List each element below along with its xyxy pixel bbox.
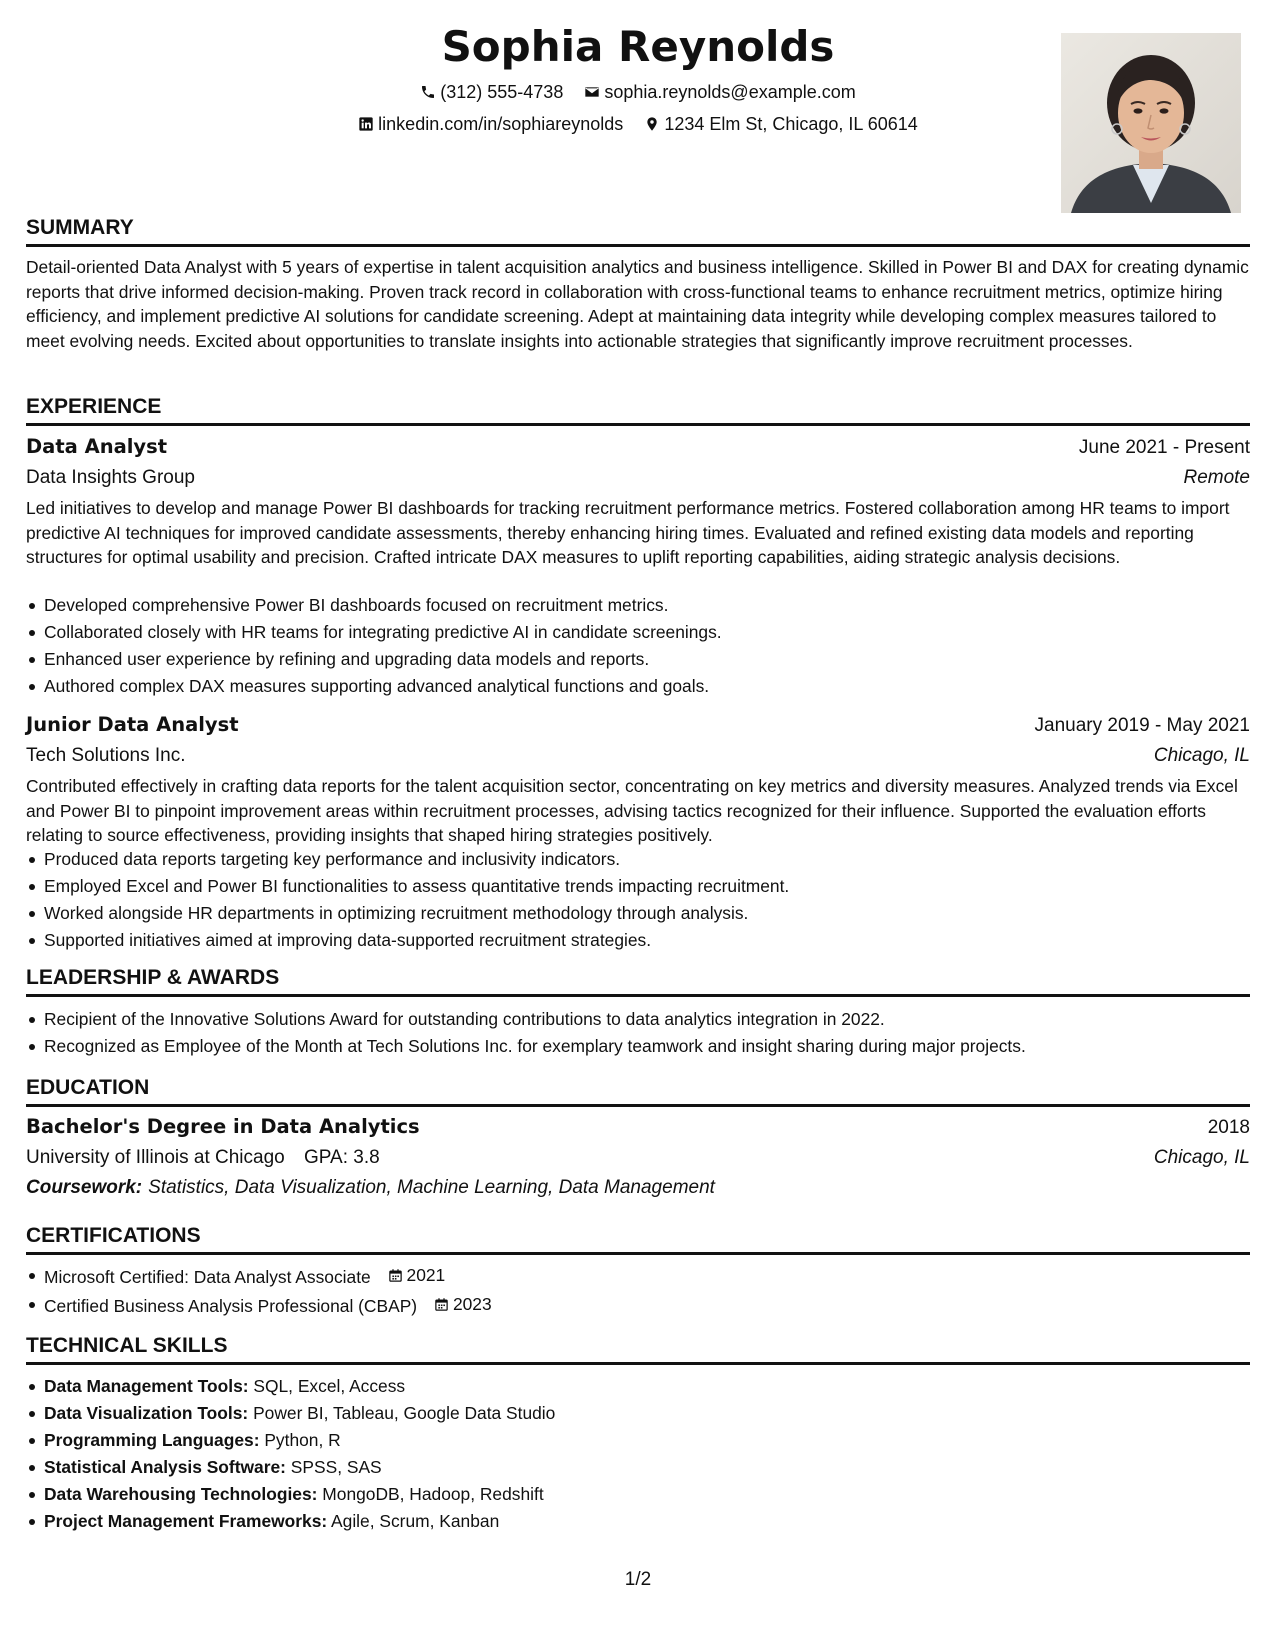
list-item: Enhanced user experience by refining and upgrading data models and reports. [26, 646, 1250, 673]
skill-label: Data Management Tools: [44, 1376, 249, 1396]
education-coursework [26, 1174, 1250, 1202]
job-1-location: Remote [1183, 467, 1250, 488]
job-2-role: Junior Data Analyst [26, 713, 239, 736]
contact-address [644, 111, 918, 137]
list-item [26, 1262, 1250, 1291]
address-text: 1234 Elm St, Chicago, IL 60614 [664, 114, 918, 134]
list-item: Authored complex DAX measures supporting advanced analytical functions and goals. [26, 673, 1250, 700]
list-item: Developed comprehensive Power BI dashboards focused on recruitment metrics. [26, 592, 1250, 619]
coursework-text: Statistics, Data Visualization, Machine Learning, Data Management [148, 1177, 715, 1198]
cert-year-text: 2023 [452, 1294, 492, 1314]
education-subheader [26, 1144, 1250, 1172]
skill-value: SQL, Excel, Access [253, 1376, 406, 1396]
education-year: 2018 [1207, 1117, 1250, 1138]
job-2-bullets [26, 846, 1250, 954]
education-school-line [26, 1144, 380, 1172]
job-1-dates: June 2021 - Present [1078, 437, 1250, 458]
awards-list [26, 1006, 1250, 1060]
coursework-label: Coursework: [26, 1177, 143, 1198]
skill-label: Statistical Analysis Software: [44, 1457, 286, 1477]
list-item: Recipient of the Innovative Solutions Award for outstanding contributions to data analytics integration in 2022. [26, 1006, 1250, 1033]
education-school: University of Illinois at Chicago [26, 1147, 285, 1168]
skill-value: Agile, Scrum, Kanban [331, 1511, 500, 1531]
calendar-icon [388, 1268, 403, 1283]
map-marker-icon [644, 116, 660, 132]
job-1-bullets [26, 592, 1250, 700]
cert-name: Microsoft Certified: Data Analyst Associate [44, 1267, 371, 1287]
section-title-education: EDUCATION [26, 1074, 1250, 1107]
skill-value: SPSS, SAS [290, 1457, 382, 1477]
list-item: Recognized as Employee of the Month at Tech Solutions Inc. for exemplary teamwork and insight sharing during major projects. [26, 1033, 1250, 1060]
envelope-icon [584, 84, 600, 100]
list-item [26, 1373, 1250, 1400]
list-item: Worked alongside HR departments in optimizing recruitment methodology through analysis. [26, 900, 1250, 927]
skill-value: Python, R [264, 1430, 341, 1450]
list-item: Produced data reports targeting key performance and inclusivity indicators. [26, 846, 1250, 873]
skill-label: Data Visualization Tools: [44, 1403, 249, 1423]
list-item: Employed Excel and Power BI functionalities to assess quantitative trends impacting recruitment. [26, 873, 1250, 900]
contact-linkedin[interactable] [358, 111, 623, 137]
list-item [26, 1454, 1250, 1481]
cert-name: Certified Business Analysis Professional (CBAP) [44, 1296, 418, 1316]
section-title-skills: TECHNICAL SKILLS [26, 1332, 1250, 1365]
list-item [26, 1400, 1250, 1427]
job-1-company: Data Insights Group [26, 467, 195, 488]
cert-year-text: 2021 [406, 1265, 446, 1285]
email-text: sophia.reynolds@example.com [604, 82, 856, 102]
list-item [26, 1291, 1250, 1320]
skill-label: Programming Languages: [44, 1430, 260, 1450]
skill-label: Data Warehousing Technologies: [44, 1484, 318, 1504]
page-number: 1/2 [624, 1569, 652, 1590]
job-1-role: Data Analyst [26, 435, 168, 458]
linkedin-icon [358, 116, 374, 132]
job-2-header [26, 711, 1250, 740]
candidate-name: Sophia Reynolds [441, 22, 835, 71]
education-header [26, 1113, 1250, 1142]
section-title-experience: EXPERIENCE [26, 393, 1250, 426]
job-1-description: Led initiatives to develop and manage Power BI dashboards for tracking recruitment performance metrics. Fostered collaboration among HR teams to import predictive AI techniques for improved candidate assessments, thereby enhancing hiring times. Evaluated and refined existing data models and reporting structures for optimal usability and precision. Crafted intricate DAX measures to uplift reporting capabilities, aiding strategic analysis decisions. [26, 498, 1230, 567]
phone-icon [420, 84, 436, 100]
job-1-header [26, 433, 1250, 462]
education-gpa: GPA: 3.8 [304, 1147, 380, 1168]
resume-page [26, 0, 1250, 1650]
cert-year [434, 1291, 492, 1318]
linkedin-text: linkedin.com/in/sophiareynolds [378, 114, 624, 134]
summary-text: Detail-oriented Data Analyst with 5 years of expertise in talent acquisition analytics and business intelligence. Skilled in Power BI and DAX for creating dynamic reports that drive informed decision-making. Proven track record in collaboration with cross-functional teams to enhance recruitment metrics, optimize hiring efficiency, and implement predictive AI solutions for candidate screening. Adept at maintaining data integrity while developing complex measures tailored to meet evolving needs. Excited about opportunities to translate insights into actionable strategies that significantly improve recruitment processes. [26, 257, 1249, 351]
list-item [26, 1427, 1250, 1454]
job-2-description: Contributed effectively in crafting data reports for the talent acquisition sector, concentrating on key metrics and diversity measures. Analyzed trends via Excel and Power BI to pinpoint improvement areas within recruitment processes, advising tactics recognized for their influence. Supported the evaluation efforts relating to source effectiveness, providing insights that shaped hiring strategies positively. [26, 776, 1238, 845]
job-2-subheader [26, 742, 1250, 770]
section-title-certifications: CERTIFICATIONS [26, 1222, 1250, 1255]
job-1-subheader [26, 464, 1250, 492]
skill-value: Power BI, Tableau, Google Data Studio [253, 1403, 556, 1423]
education-location: Chicago, IL [1153, 1147, 1250, 1168]
list-item [26, 1508, 1250, 1535]
section-title-summary: SUMMARY [26, 214, 1250, 247]
phone-text: (312) 555-4738 [440, 82, 564, 102]
calendar-icon [434, 1297, 449, 1312]
section-title-awards: LEADERSHIP & AWARDS [26, 964, 1250, 997]
list-item: Supported initiatives aimed at improving data-supported recruitment strategies. [26, 927, 1250, 954]
contact-phone[interactable] [420, 79, 563, 105]
skill-label: Project Management Frameworks: [44, 1511, 328, 1531]
skills-list [26, 1373, 1250, 1535]
list-item [26, 1481, 1250, 1508]
contact-email[interactable] [584, 79, 855, 105]
job-2-company: Tech Solutions Inc. [26, 745, 186, 766]
skill-value: MongoDB, Hadoop, Redshift [322, 1484, 544, 1504]
job-2-dates: January 2019 - May 2021 [1034, 715, 1250, 736]
list-item: Collaborated closely with HR teams for integrating predictive AI in candidate screenings. [26, 619, 1250, 646]
profile-photo [1061, 33, 1241, 213]
job-2-location: Chicago, IL [1153, 745, 1250, 766]
education-degree: Bachelor's Degree in Data Analytics [26, 1115, 420, 1138]
cert-year [388, 1262, 446, 1289]
certifications-list [26, 1262, 1250, 1320]
